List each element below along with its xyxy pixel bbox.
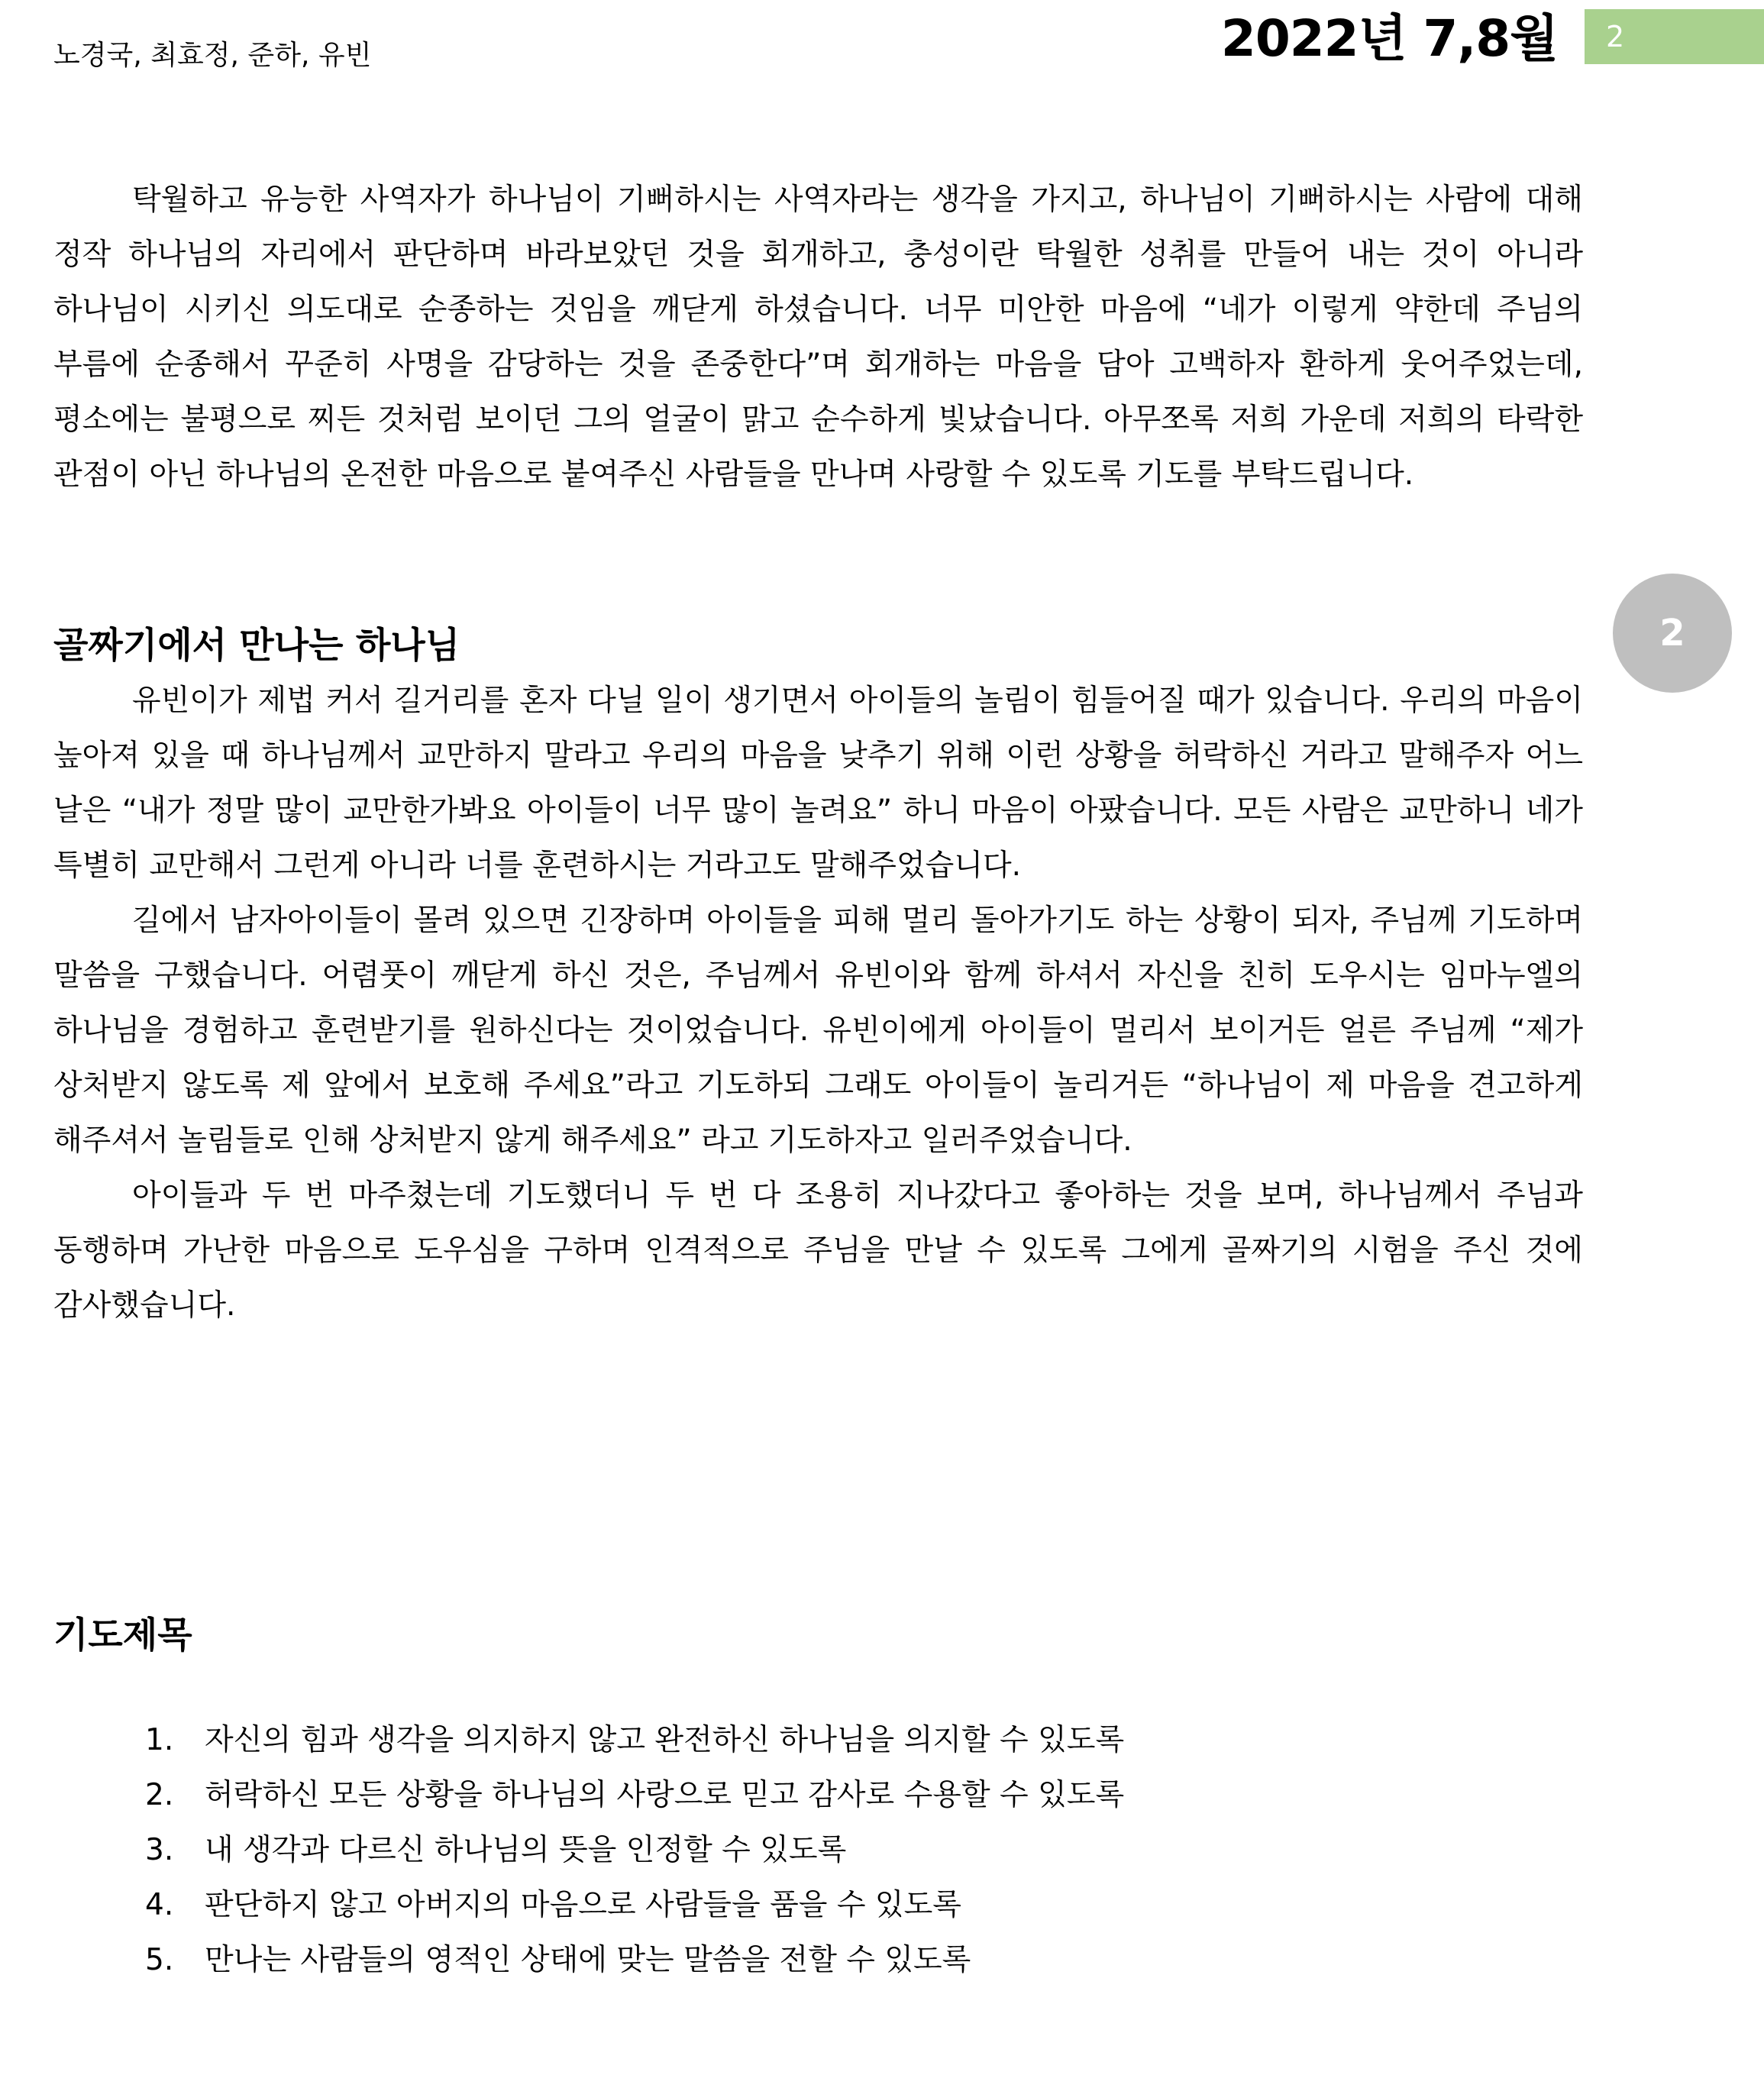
prayer-heading: 기도제목 [53,1614,192,1657]
page-number-badge: 2 [1613,574,1732,693]
prayer-item-text: 자신의 힘과 생각을 의지하지 않고 완전하신 하나님을 의지할 수 있도록 [205,1723,1125,1757]
prayer-item-text: 허락하신 모든 상황을 하나님의 사랑으로 믿고 감사로 수용할 수 있도록 [205,1778,1125,1812]
prayer-item-number: 3. [145,1833,174,1867]
prayer-item [145,1933,1124,1988]
prayer-item [145,1878,1124,1933]
header-authors: 노경국, 최효정, 준하, 유빈 [53,40,372,71]
prayer-item-text: 만나는 사람들의 영적인 상태에 맞는 말씀을 전할 수 있도록 [205,1943,971,1977]
section-paragraph: 유빈이가 제법 커서 길거리를 혼자 다닐 일이 생기면서 아이들의 놀림이 힘들어질 때가 있습니다. 우리의 마음이 높아져 있을 때 하나님께서 교만하지 말라고 우리의 마음을 낮추기 위해 이런 상황을 허락하신 거라고 말해주자 어느 날은 “내가 정말 많이 교만한가봐요 아이들이 너무 많이 놀려요” 하니 마음이 아팠습니다. 모든 사람은 교만하니 네가 특별히 교만해서 그런게 아니라 너를 훈련하시는 거라고도 말해주었습니다. [53,684,1583,883]
prayer-item-text: 판단하지 않고 아버지의 마음으로 사람들을 품을 수 있도록 [205,1888,961,1922]
intro-section [53,173,1583,503]
prayer-item [145,1768,1124,1823]
prayer-list [145,1713,1124,1988]
prayer-item [145,1713,1124,1768]
prayer-item-number: 2. [145,1778,174,1812]
intro-paragraph: 탁월하고 유능한 사역자가 하나님이 기뻐하시는 사역자라는 생각을 가지고, 하나님이 기뻐하시는 사람에 대해 정작 하나님의 자리에서 판단하며 바라보았던 것을 회개하고, 충성이란 탁월한 성취를 만들어 내는 것이 아니라 하나님이 시키신 의도대로 순종하는 것임을 깨닫게 하셨습니다. 너무 미안한 마음에 “네가 이렇게 약한데 주님의 부름에 순종해서 꾸준히 사명을 감당하는 것을 존중한다”며 회개하는 마음을 담아 고백하자 환하게 웃어주었는데, 평소에는 불평으로 찌든 것처럼 보이던 그의 얼굴이 맑고 순수하게 빛났습니다. 아무쪼록 저희 가운데 저희의 타락한 관점이 아닌 하나님의 온전한 마음으로 붙여주신 사람들을 만나며 사랑할 수 있도록 기도를 부탁드립니다. [53,183,1583,492]
page-number-tab: 2 [1585,9,1764,64]
section-heading: 골짜기에서 만나는 하나님 [53,625,460,667]
prayer-item [145,1823,1124,1878]
prayer-heading-wrap [53,1608,1583,1663]
issue-date: 2022년 7,8월 [1220,9,1558,68]
prayer-item-number: 5. [145,1943,174,1977]
section-paragraph: 아이들과 두 번 마주쳤는데 기도했더니 두 번 다 조용히 지나갔다고 좋아하는 것을 보며, 하나님께서 주님과 동행하며 가난한 마음으로 도우심을 구하며 인격적으로 주님을 만날 수 있도록 그에게 골짜기의 시험을 주신 것에 감사했습니다. [53,1178,1583,1323]
prayer-item-number: 1. [145,1723,174,1757]
section-paragraph: 길에서 남자아이들이 몰려 있으면 긴장하며 아이들을 피해 멀리 돌아가기도 하는 상황이 되자, 주님께 기도하며 말씀을 구했습니다. 어렴풋이 깨닫게 하신 것은, 주님께서 유빈이와 함께 하셔서 자신을 친히 도우시는 임마누엘의 하나님을 경험하고 훈련받기를 원하신다는 것이었습니다. 유빈이에게 아이들이 멀리서 보이거든 얼른 주님께 “제가 상처받지 않도록 제 앞에서 보호해 주세요”라고 기도하되 그래도 아이들이 놀리거든 “하나님이 제 마음을 견고하게 해주셔서 놀림들로 인해 상처받지 않게 해주세요” 라고 기도하자고 일러주었습니다. [53,903,1583,1158]
valley-section [53,619,1583,1333]
prayer-item-number: 4. [145,1888,174,1922]
prayer-item-text: 내 생각과 다르신 하나님의 뜻을 인정할 수 있도록 [205,1833,847,1867]
